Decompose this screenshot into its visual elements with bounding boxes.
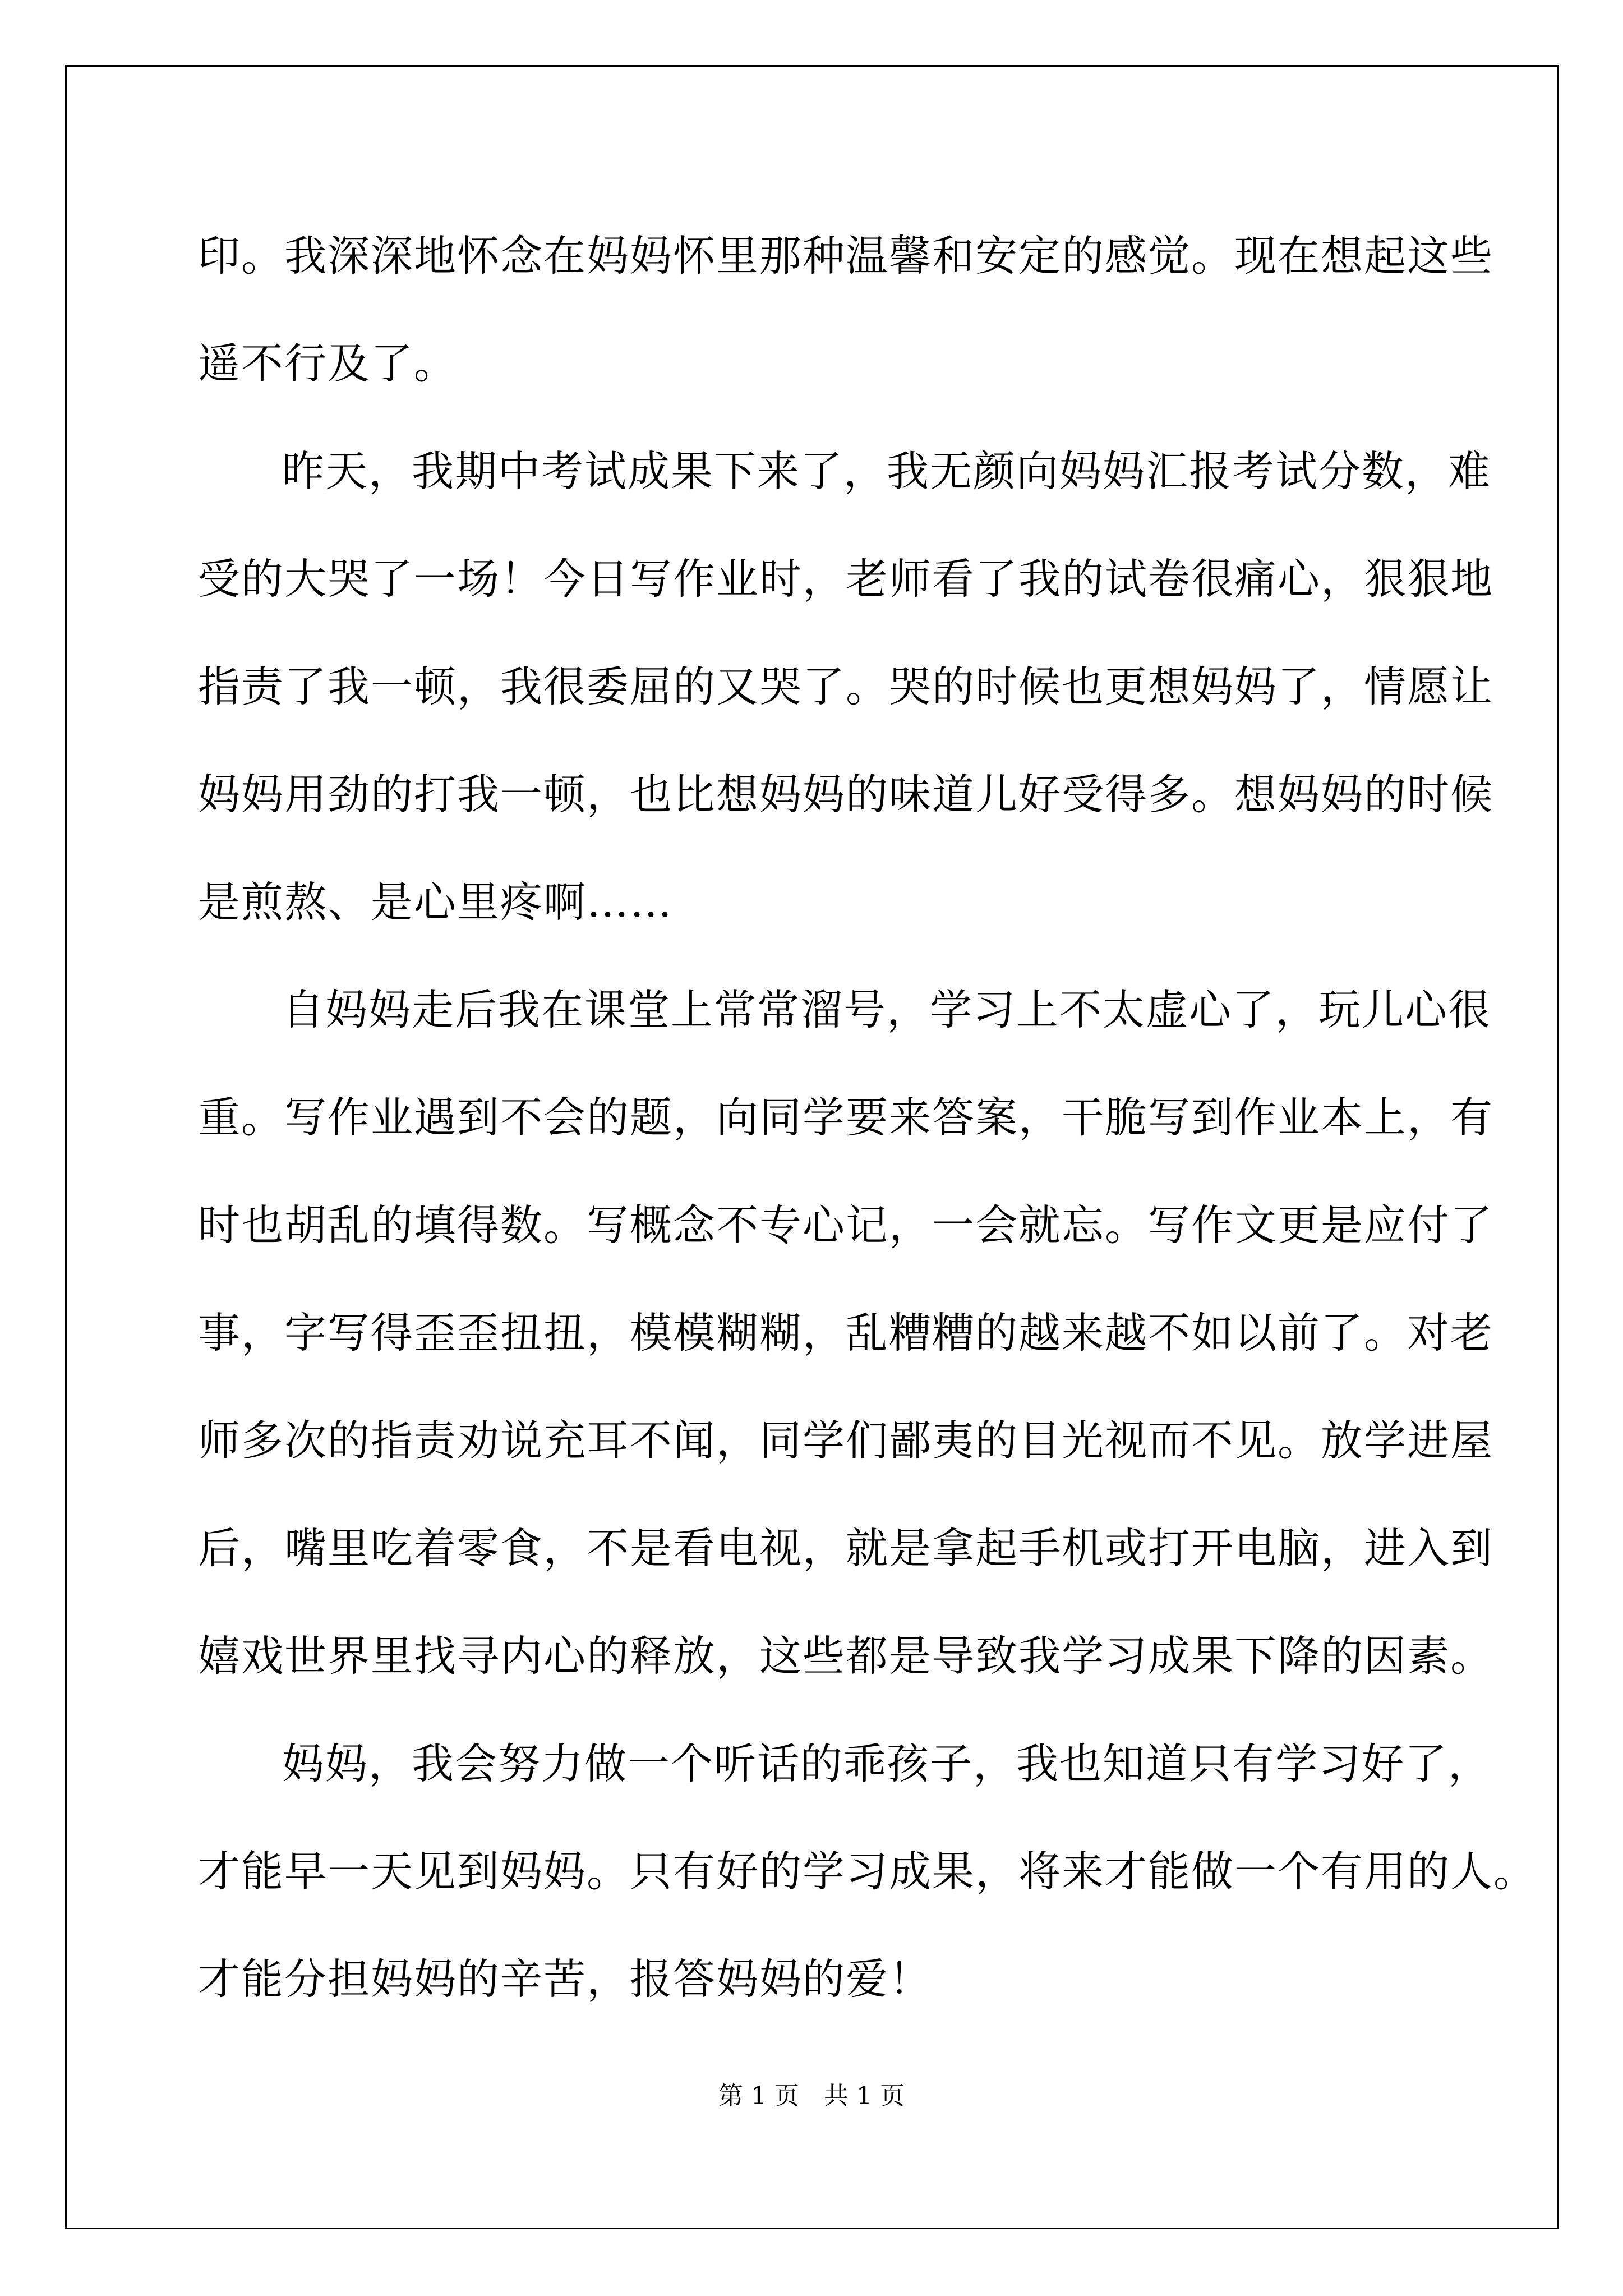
text-line: 嬉戏世界里找寻内心的释放，这些都是导致我学习成果下降的因素。 xyxy=(198,1631,1494,1681)
paragraph-2 xyxy=(198,417,1494,956)
paragraph-1 xyxy=(198,202,1494,417)
text-line: 重。写作业遇到不会的题，向同学要来答案，干脆写到作业本上，有 xyxy=(198,1093,1494,1142)
text-line: 遥不行及了。 xyxy=(198,339,458,388)
text-line: 事，字写得歪歪扭扭，模模糊糊，乱糟糟的越来越不如以前了。对老 xyxy=(198,1308,1494,1358)
text-line: 受的大哭了一场！今日写作业时，老师看了我的试卷很痛心，狠狠地 xyxy=(198,554,1494,604)
paragraph-3 xyxy=(198,956,1494,1710)
text-line: 昨天，我期中考试成果下来了，我无颜向妈妈汇报考试分数，难 xyxy=(282,447,1492,496)
text-line: 后，嘴里吃着零食，不是看电视，就是拿起手机或打开电脑，进入到 xyxy=(198,1524,1494,1573)
page-footer: 第 1 页 共 1 页 xyxy=(718,2082,905,2110)
text-line: 指责了我一顿，我很委屈的又哭了。哭的时候也更想妈妈了，情愿让 xyxy=(198,662,1494,711)
text-line: 才能早一天见到妈妈。只有好的学习成果，将来才能做一个有用的人。 xyxy=(198,1847,1537,1896)
document-body xyxy=(198,202,1537,2033)
text-line: 妈妈，我会努力做一个听话的乖孩子，我也知道只有学习好了， xyxy=(282,1739,1492,1788)
text-line: 妈妈用劲的打我一顿，也比想妈妈的味道儿好受得多。想妈妈的时候 xyxy=(198,770,1494,819)
paragraph-4 xyxy=(198,1710,1537,2033)
text-line: 自妈妈走后我在课堂上常常溜号，学习上不太虚心了，玩儿心很 xyxy=(282,985,1492,1034)
text-line: 师多次的指责劝说充耳不闻，同学们鄙夷的目光视而不见。放学进屋 xyxy=(198,1416,1494,1465)
text-line: 时也胡乱的填得数。写概念不专心记，一会就忘。写作文更是应付了 xyxy=(198,1200,1494,1250)
text-line: 是煎熬、是心里疼啊…… xyxy=(198,877,674,927)
text-line: 才能分担妈妈的辛苦，报答妈妈的爱！ xyxy=(198,1954,933,2004)
text-line: 印。我深深地怀念在妈妈怀里那种温馨和安定的感觉。现在想起这些 xyxy=(198,231,1494,280)
